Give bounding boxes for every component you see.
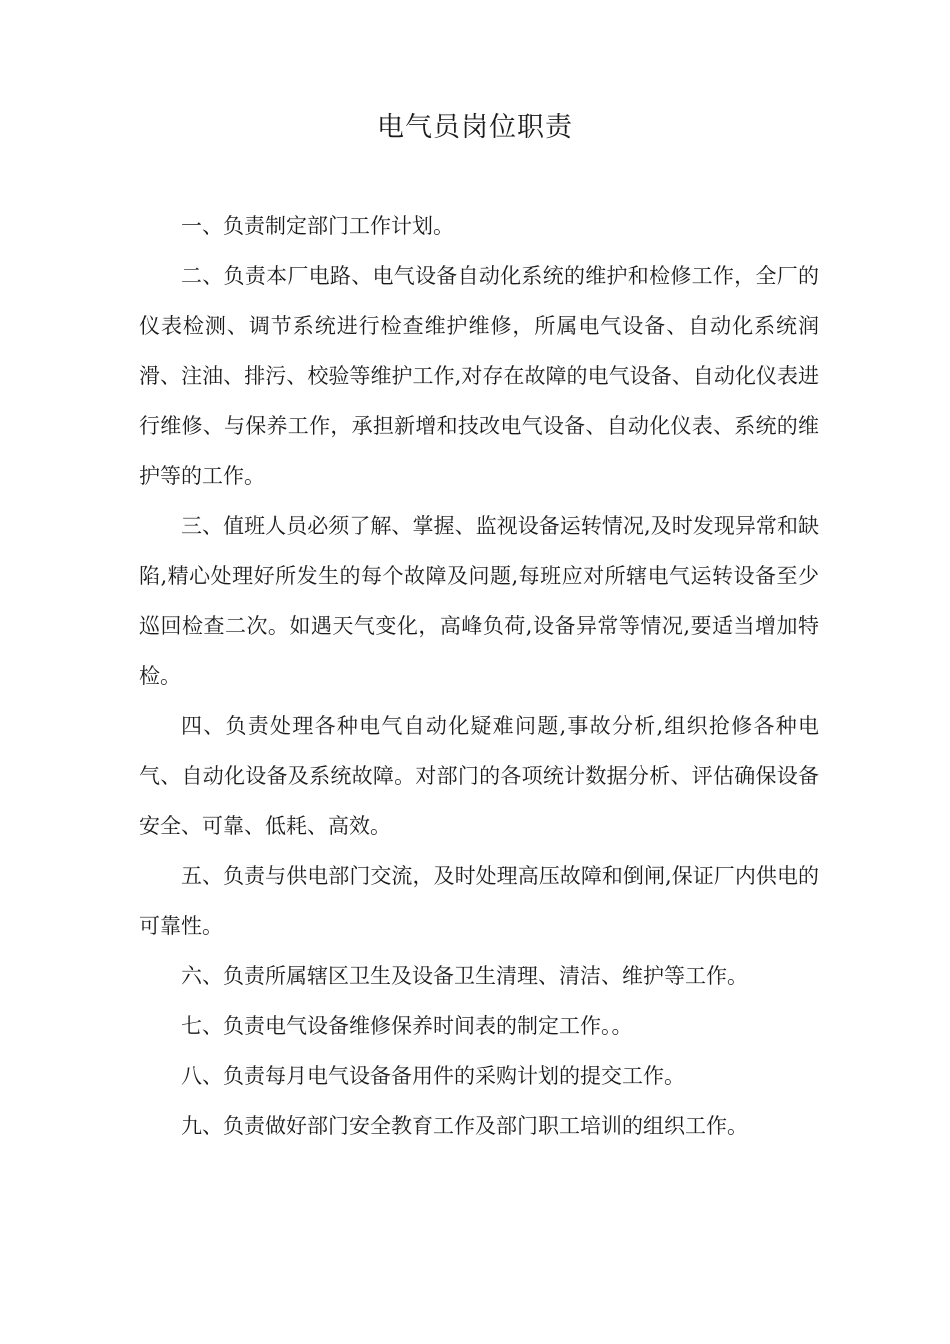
duty-item-1: 一、负责制定部门工作计划。 xyxy=(181,214,454,238)
duty-item-5: 五、负责与供电部门交流，及时处理高压故障和倒闸,保证厂内供电的可靠性。 xyxy=(139,864,819,938)
duty-item-3: 三、值班人员必须了解、掌握、监视设备运转情况,及时发现异常和缺陷,精心处理好所发生的每个故障及问题,每班应对所辖电气运转设备至少巡回检查二次。如遇天气变化，高峰负荷,设备异常等情况,要适当增加特检。 xyxy=(139,514,819,688)
duty-item-9: 九、负责做好部门安全教育工作及部门职工培训的组织工作。 xyxy=(181,1114,748,1138)
document-title: 电气员岗位职责 xyxy=(377,112,573,143)
duty-item-4: 四、负责处理各种电气自动化疑难问题,事故分析,组织抢修各种电气、自动化设备及系统故障。对部门的各项统计数据分析、评估确保设备安全、可靠、低耗、高效。 xyxy=(139,714,819,838)
duty-item-2: 二、负责本厂电路、电气设备自动化系统的维护和检修工作，全厂的仪表检测、调节系统进行检查维护维修，所属电气设备、自动化系统润滑、注油、排污、校验等维护工作,对存在故障的电气设备、自动化仪表进行维修、与保养工作，承担新增和技改电气设备、自动化仪表、系统的维护等的工作。 xyxy=(139,264,819,488)
duty-item-8: 八、负责每月电气设备备用件的采购计划的提交工作。 xyxy=(181,1064,685,1088)
document-body xyxy=(139,201,819,1151)
duty-item-7: 七、负责电气设备维修保养时间表的制定工作。。 xyxy=(181,1014,633,1038)
duty-item-6: 六、负责所属辖区卫生及设备卫生清理、清洁、维护等工作。 xyxy=(181,964,748,988)
